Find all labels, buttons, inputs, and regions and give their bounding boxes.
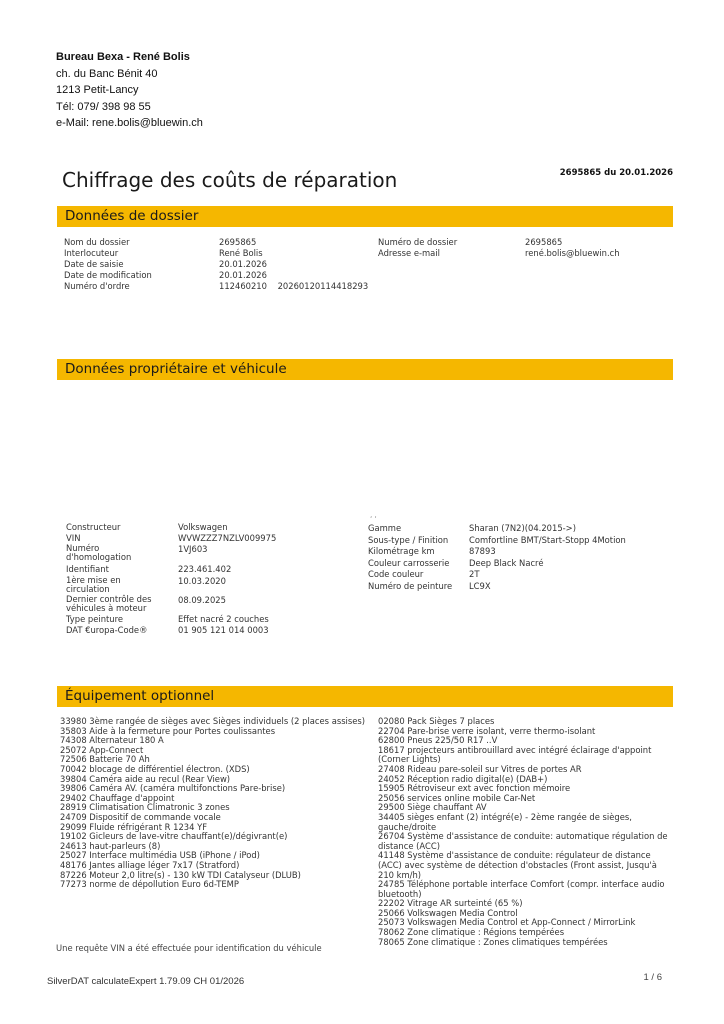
list-item: 72506 Batterie 70 Ah xyxy=(60,754,150,765)
list-item: 24613 haut-parleurs (8) xyxy=(60,840,161,851)
field-value: 08.09.2025 xyxy=(178,594,226,605)
field-label: DAT €uropa-Code® xyxy=(66,624,148,635)
dossier-left-fields xyxy=(64,237,368,292)
list-item: 35803 Aide à la fermeture pour Portes coulissantes xyxy=(60,725,276,736)
list-item: 77273 norme de dépollution Euro 6d-TEMP xyxy=(60,879,239,890)
field-row xyxy=(66,576,276,595)
list-item: 70042 blocage de différentiel électron. (XDS) xyxy=(60,763,250,774)
list-item: 33980 3ème rangée de sièges avec Sièges individuels (2 places assises) xyxy=(60,716,366,726)
field-row xyxy=(368,581,626,593)
list-item: 87226 Moteur 2,0 litre(s) - 130 kW TDI Catalyseur (DLUB) xyxy=(60,869,301,880)
field-label: Numéro de dossier xyxy=(378,237,458,247)
field-row xyxy=(64,248,368,259)
list-item: 22704 Pare-brise verre isolant, verre thermo-isolant xyxy=(378,725,596,736)
field-value: 2695865 xyxy=(525,237,563,247)
field-row xyxy=(368,535,626,547)
list-item: 26704 Système d'assistance de conduite: automatique régulation de distance (ACC) xyxy=(378,831,668,851)
field-label: VIN xyxy=(66,533,81,544)
section-header-equipment xyxy=(57,686,673,707)
field-value: René Bolis xyxy=(219,248,263,258)
field-row xyxy=(64,281,368,292)
list-item: 25072 App-Connect xyxy=(60,744,144,755)
list-item: 39806 Caméra AV. (caméra multifonctions Pare-brise) xyxy=(60,783,286,794)
field-value: 10.03.2020 xyxy=(178,575,226,586)
list-item: 29402 Chauffage d'appoint xyxy=(60,792,175,803)
field-label: Nom du dossier xyxy=(64,237,130,247)
list-item: 22202 Vitrage AR surteinté (65 %) xyxy=(378,898,523,909)
field-row xyxy=(368,523,626,535)
field-value: Effet nacré 2 couches xyxy=(178,613,269,624)
list-item: 18617 projecteurs antibrouillard avec intégré éclairage d'appoint (Corner Lights) xyxy=(378,744,652,765)
list-item: 24785 Téléphone portable interface Comfort (compr. interface audio bluetooth) xyxy=(378,879,665,899)
address-email: e-Mail: rene.bolis@bluewin.ch xyxy=(56,117,203,129)
list-item: 02080 Pack Sièges 7 places xyxy=(378,716,495,726)
page-title: Chiffrage des coûts de réparation xyxy=(62,168,398,192)
field-label: Numéro d'homologation xyxy=(66,543,132,563)
field-label: Date de saisie xyxy=(64,259,124,269)
field-row xyxy=(64,237,368,248)
field-label: Type peinture xyxy=(66,613,124,624)
list-item: 62800 Pneus 225/50 R17 ..V xyxy=(378,735,498,746)
field-row xyxy=(66,614,276,625)
field-row xyxy=(368,558,626,570)
dossier-right-fields xyxy=(378,237,620,259)
field-label: Code couleur xyxy=(368,569,424,579)
field-value: Deep Black Nacré xyxy=(469,557,544,568)
page-number: 1 / 6 xyxy=(643,972,662,983)
list-item: 24052 Réception radio digital(e) (DAB+) xyxy=(378,773,548,784)
field-value: 223.461.402 xyxy=(178,564,232,575)
list-item: 25056 services online mobile Car-Net xyxy=(378,792,536,803)
section-title: Équipement optionnel xyxy=(65,688,215,704)
equipment-list-right xyxy=(378,717,670,947)
clipped-text-fragment: ‚ , xyxy=(370,513,377,519)
list-item: 27408 Rideau pare-soleil sur Vitres de portes AR xyxy=(378,763,582,774)
vehicle-left-fields xyxy=(66,522,276,636)
field-label: Gamme xyxy=(368,523,402,533)
field-value: WVWZZZ7NZLV009975 xyxy=(178,533,277,544)
section-header-dossier xyxy=(57,206,673,227)
list-item: 25066 Volkswagen Media Control xyxy=(378,907,518,918)
field-value: LC9X xyxy=(469,580,491,591)
address-phone: Tél: 079/ 398 98 55 xyxy=(56,100,151,113)
section-header-vehicle xyxy=(57,359,673,380)
field-value: 1VJ603 xyxy=(178,544,208,555)
field-value: Volkswagen xyxy=(178,522,228,532)
field-label: Numéro de peinture xyxy=(368,580,453,591)
list-item: 39804 Caméra aide au recul (Rear View) xyxy=(60,773,231,784)
sender-address xyxy=(56,49,203,132)
field-row xyxy=(66,564,276,575)
address-street: ch. du Banc Bénit 40 xyxy=(56,67,158,80)
list-item: 48176 Jantes alliage léger 7x17 (Stratford) xyxy=(60,859,240,870)
address-city: 1213 Petit-Lancy xyxy=(56,84,139,96)
field-label: Interlocuteur xyxy=(64,248,119,258)
field-label: Date de modification xyxy=(64,270,152,280)
list-item: 34405 sièges enfant (2) intégré(e) - 2ème rangée de sièges, gauche/droite xyxy=(378,811,632,832)
list-item: 41148 Système d'assistance de conduite: régulateur de distance (ACC) avec système de détection d'obstacles (Front assist, Jusqu'à 210 km/h) xyxy=(378,850,657,880)
list-item: 29099 Fluide réfrigérant R 1234 YF xyxy=(60,821,208,832)
field-value: 01 905 121 014 0003 xyxy=(178,624,269,635)
field-row xyxy=(66,595,276,614)
list-item: 78062 Zone climatique : Régions tempérées xyxy=(378,927,565,938)
document-reference: 2695865 du 20.01.2026 xyxy=(559,168,673,178)
address-company: Bureau Bexa - René Bolis xyxy=(56,51,190,63)
vehicle-right-fields xyxy=(368,523,626,592)
field-row xyxy=(66,625,276,636)
list-item: 19102 Gicleurs de lave-vitre chauffant(e)/dégivrant(e) xyxy=(60,831,288,842)
list-item: 25027 Interface multimédia USB (iPhone / iPod) xyxy=(60,850,260,861)
field-label: Kilométrage km xyxy=(368,546,435,556)
field-value: 87893 xyxy=(469,546,496,556)
list-item: 24709 Dispositif de commande vocale xyxy=(60,811,221,822)
list-item: 28919 Climatisation Climatronic 3 zones xyxy=(60,802,230,813)
list-item: 29500 Siège chauffant AV xyxy=(378,802,487,813)
field-value: Comfortline BMT/Start-Stopp 4Motion xyxy=(469,534,626,545)
list-item: 74308 Alternateur 180 A xyxy=(60,735,164,746)
equipment-list-left xyxy=(60,717,372,890)
section-title: Données de dossier xyxy=(65,208,199,224)
field-label: Couleur carrosserie xyxy=(368,557,450,568)
field-label: Adresse e-mail xyxy=(378,248,440,258)
section-title: Données propriétaire et véhicule xyxy=(65,361,287,377)
field-row xyxy=(378,248,620,259)
field-value: 2T xyxy=(469,569,480,579)
field-label: Constructeur xyxy=(66,522,121,532)
field-value: 112460210 20260120114418293 xyxy=(219,281,369,291)
list-item: 25073 Volkswagen Media Control et App-Connect / MirrorLink xyxy=(378,917,636,928)
field-row xyxy=(64,259,368,270)
field-label: Identifiant xyxy=(66,564,109,575)
field-label: 1ère mise en circulation xyxy=(66,574,121,594)
field-value: Sharan (7N2)(04.2015->) xyxy=(469,523,576,533)
field-row xyxy=(378,237,620,248)
field-row xyxy=(66,522,276,533)
vin-request-note: Une requête VIN a été effectuée pour identification du véhicule xyxy=(56,943,322,953)
field-row xyxy=(368,546,626,558)
field-value: 20.01.2026 xyxy=(219,259,267,269)
field-value: rené.bolis@bluewin.ch xyxy=(525,248,620,258)
field-row xyxy=(64,270,368,281)
field-label: Dernier contrôle des véhicules à moteur xyxy=(66,593,152,613)
field-label: Numéro d'ordre xyxy=(64,281,130,291)
list-item: 15905 Rétroviseur ext avec fonction mémoire xyxy=(378,783,571,794)
field-value: 20.01.2026 xyxy=(219,270,267,280)
field-row xyxy=(368,569,626,581)
field-value: 2695865 xyxy=(219,237,257,247)
software-version: SilverDAT calculateExpert 1.79.09 CH 01/2026 xyxy=(47,976,245,987)
field-row xyxy=(66,544,276,564)
list-item: 78065 Zone climatique : Zones climatiques tempérées xyxy=(378,936,608,947)
field-label: Sous-type / Finition xyxy=(368,534,449,545)
